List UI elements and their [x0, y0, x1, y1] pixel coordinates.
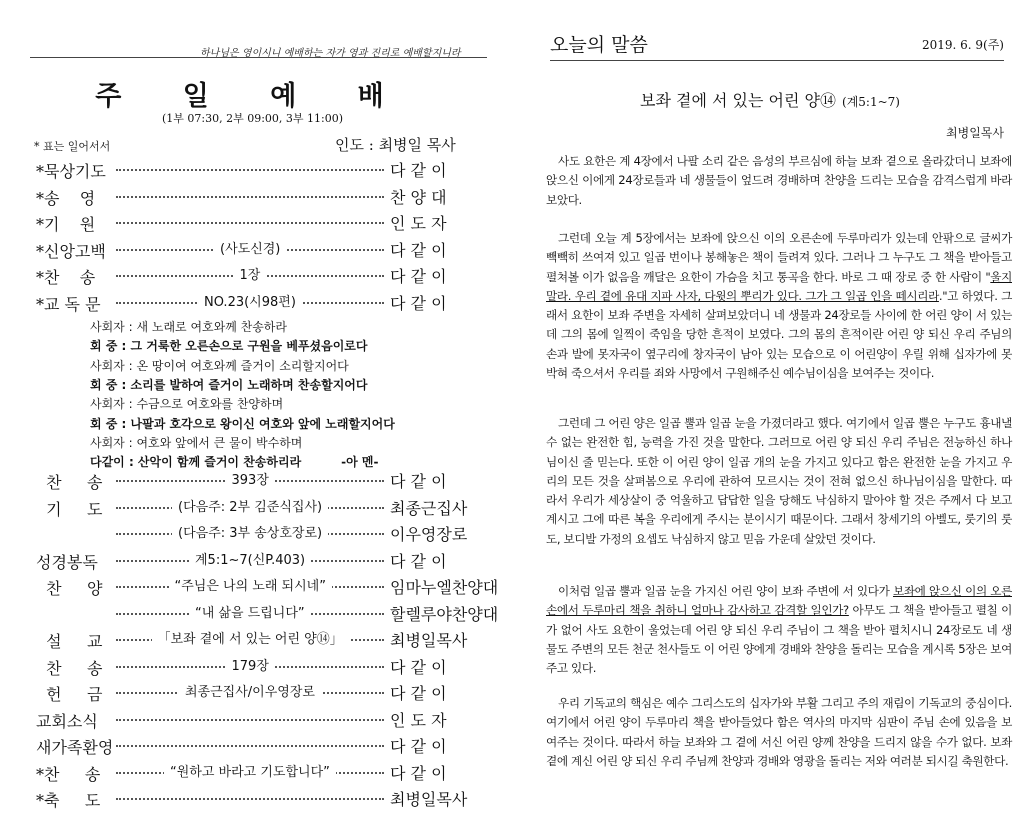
- responsive-line: [90, 434, 302, 451]
- section-header: 오늘의 말씀: [550, 34, 648, 56]
- responsive-line-text: 회 중 : 소리를 발하여 즐거이 노래하며 찬송할지어다: [90, 377, 368, 392]
- paragraph-2: [546, 229, 1012, 383]
- order-item-participant: 인 도 자: [390, 710, 447, 730]
- sermon-reference: (계5:1~7): [842, 95, 900, 109]
- order-item-detail: 「보좌 곁에 서 있는 어린 양⑭」: [152, 628, 349, 647]
- responsive-line: [90, 318, 287, 335]
- paragraph-2-text-a: 그런데 오늘 계 5장에서는 보좌에 앉으신 이의 오른손에 두루마리가 있는데 안팎으로 글씨가 빽빽히 쓰여져 있고 일곱 번이나 봉해놓은 책이 들려져 있다. 그러나 그 누구도 그 책을 받아들고 펼쳐볼 이가 없음을 깨달은 요한이 가슴을 치고 통곡을 한다. 바로 그 때 장로 중 한 사람이 ": [546, 231, 1012, 284]
- order-item-detail: (다음주: 3부 송상호장로): [172, 522, 328, 541]
- top-divider: [30, 57, 487, 58]
- paragraph-4-highlight: 보좌에 앉으신 이의 오른손에서 두루마리 책을 취하니 얼마나 감사하고 감격할 일인가?: [546, 584, 1012, 618]
- sermon-title-text: 보좌 곁에 서 있는 어린 양⑭: [640, 91, 837, 110]
- order-row: [36, 550, 476, 574]
- responsive-line-text: 다같이 : 산악이 함께 즐거이 찬송하리라: [90, 455, 302, 470]
- order-row: [36, 682, 476, 706]
- dotted-leader: [116, 169, 384, 171]
- sermon-page: [520, 0, 1020, 826]
- order-item-participant: 임마누엘찬양대: [390, 578, 499, 597]
- order-item-label: 교회소식: [36, 711, 98, 731]
- sermon-author: 최병일목사: [946, 126, 1004, 140]
- order-item-label: 찬 송: [36, 658, 103, 678]
- responsive-line: [90, 453, 379, 470]
- motto-verse: 하나님은 영이시니 예배하는 자가 영과 진리로 예배할지니라: [200, 48, 461, 59]
- paragraph-1: 사도 요한은 계 4장에서 나팔 소리 같은 음성의 부르심에 하늘 보좌 곁으로 올라갔더니 보좌에 앉으신 이에게 24장로들과 네 생물들이 엎드려 경배하며 찬양을 드리는 모습을 감격스럽게 바라보았다.: [546, 154, 1012, 207]
- order-item-participant: 다 같 이: [390, 267, 447, 286]
- order-item-label: *찬 송: [36, 764, 101, 784]
- order-item-label: 찬 송: [36, 473, 103, 492]
- order-item-detail: 179장: [226, 655, 275, 674]
- order-item-detail: 393장: [226, 469, 275, 488]
- order-item-participant: 다 같 이: [390, 551, 447, 571]
- service-leader: 인도 : 최병일 목사: [335, 136, 456, 154]
- dotted-leader: [116, 719, 384, 721]
- order-item-detail: “주님은 나의 노래 되시네”: [169, 575, 332, 594]
- responsive-line: [90, 357, 349, 374]
- order-row: [36, 762, 476, 786]
- order-item-participant: 최종근집사: [390, 498, 468, 518]
- order-item-participant: 이우영장로: [390, 525, 468, 544]
- order-row: [36, 735, 476, 759]
- order-item-label: *송 영: [36, 188, 96, 208]
- order-item-detail: 최종근집사/이우영장로: [179, 681, 321, 700]
- order-row: [36, 265, 476, 289]
- order-row: [36, 159, 476, 183]
- order-row: [36, 709, 476, 733]
- order-item-participant: 다 같 이: [390, 737, 447, 756]
- service-title: 주 일 예 배: [95, 81, 410, 112]
- order-row: [36, 576, 499, 600]
- paragraph-2-quote: 울지 말라. 우리 곁에 유대 지파 사자, 다윗의 뿌리가 있다. 그가 그 일곱 인을 떼시리라: [546, 269, 1012, 303]
- service-times: (1부 07:30, 2부 09:00, 3부 11:00): [161, 112, 344, 125]
- responsive-line-text: 회 중 : 나팔과 호각으로 왕이신 여호와 앞에 노래할지어다: [90, 416, 395, 431]
- order-row: [36, 788, 476, 812]
- order-item-label: *묵상기도: [36, 162, 106, 181]
- order-item-participant: 다 같 이: [390, 684, 447, 703]
- order-item-participant: 최병일목사: [390, 790, 468, 809]
- order-item-participant: 찬 양 대: [390, 187, 447, 207]
- order-item-participant: 다 같 이: [390, 657, 447, 677]
- order-row: [36, 603, 499, 627]
- order-row: [36, 212, 476, 236]
- order-item-participant: 최병일목사: [390, 631, 468, 650]
- order-item-label: *교 독 문: [36, 294, 101, 314]
- order-item-detail: 1장: [234, 264, 267, 283]
- sermon-title: [520, 88, 1020, 111]
- paragraph-4-text-a: 이처럼 일곱 뿔과 일곱 눈을 가지신 어린 양이 보좌 주변에 서 있다가: [558, 584, 893, 598]
- order-item-label: 새가족환영: [36, 738, 114, 757]
- order-item-participant: 다 같 이: [390, 293, 447, 313]
- bulletin-date: 2019. 6. 9(주): [921, 38, 1004, 52]
- order-item-label: *찬 송: [36, 268, 96, 287]
- responsive-line: [90, 376, 367, 393]
- order-item-participant: 할렐루야찬양대: [390, 604, 499, 624]
- order-item-label: 성경봉독: [36, 552, 98, 572]
- order-item-label: *신앙고백: [36, 241, 106, 261]
- order-item-label: *축 도: [36, 791, 101, 810]
- header-divider: [550, 60, 1004, 61]
- dotted-leader: [116, 798, 384, 800]
- order-item-label: 기 도: [36, 499, 103, 519]
- order-item-detail: (다음주: 2부 김준식집사): [172, 496, 328, 515]
- order-row: [36, 239, 476, 263]
- responsive-line-text: 회 중 : 그 거룩한 오른손으로 구원을 베푸셨음이로다: [90, 339, 368, 354]
- responsive-line-text: 사회자 : 여호와 앞에서 큰 물이 박수하며: [90, 435, 303, 450]
- order-item-participant: 다 같 이: [390, 240, 447, 260]
- paragraph-3: 그런데 그 어린 양은 일곱 뿔과 일곱 눈을 가졌더라고 했다. 여기에서 일곱 뿔은 누구도 흉내낼 수 없는 완전한 힘, 능력을 가진 것을 말한다. 그러므로 어린 양 되신 우리 주님은 전능하신 하나님이신 줄 믿는다. 또한 이 어린 양이 일곱 개의 눈을 가지고 있다고 함은 완전한 눈을 가지고 우리의 모든 것을 살펴봄으로 우리에 관하여 모르시는 것이 전혀 없으신 하나님이심을 말한다. 따라서 우리가 세상살이 중 억울하고 답답한 일을 당해도 낙심하지 말아야 할 것은 주께서 다 보고 계시고 그에 따른 복을 우리에게 주시는 분이시기 때문이다. 그래서 창세기의 아벨도, 룻기의 룻도, 보디발 가정의 요셉도 낙심하지 않고 믿음 가운데 살았던 것이다.: [546, 416, 1012, 546]
- order-item-detail: NO.23(시98편): [198, 291, 302, 310]
- order-item-participant: 다 같 이: [390, 763, 447, 783]
- paragraph-2-text-b: ."고 하였다. 그래서 요한이 보좌 주변을 자세히 살펴보았더니 네 생물과 24장로들 사이에 한 어린 양이 서 있는데 그의 몸에 일찍이 죽임을 당한 흔적이 보였다. 그의 몸의 흔적이란 어린 양 되신 우리 주님의 손과 발에 못자국이 옆구리에 창자국이 남아 있는 모습으로 이 어린양이 우릴 위해 십자가에 못 박혀 죽으셔서 우리를 죄와 사망에서 구원해주신 예수님이심을 보여주는 것이다.: [546, 288, 1012, 381]
- standing-note: * 표는 일어서서: [34, 140, 111, 153]
- order-item-label: 헌 금: [36, 685, 103, 704]
- responsive-line: [90, 337, 367, 354]
- paragraph-4-text-b: 아무도 그 책을 받아들고 펼칠 이가 없어 사도 요한이 울었는데 어린 양 되신 우리 주님이 그 책을 받아 펼치시니 24장로도 네 생물도 주변의 모든 천군 천사들도 이 어린 양에게 경배와 찬양을 돌리는 모습을 계시록 5장은 보여주고 있다.: [546, 603, 1013, 676]
- order-row: [36, 470, 476, 494]
- order-item-label: 찬 양: [36, 579, 103, 598]
- responsive-line-text: 사회자 : 새 노래로 여호와께 찬송하라: [90, 320, 287, 334]
- order-row: [36, 629, 476, 653]
- responsive-line: [90, 395, 283, 412]
- order-row: [36, 497, 476, 521]
- order-item-participant: 인 도 자: [390, 214, 447, 233]
- order-item-detail: 계5:1~7(신P.403): [189, 549, 311, 568]
- order-item-detail: “내 삶을 드립니다”: [189, 602, 311, 621]
- dotted-leader: [116, 745, 384, 747]
- paragraph-5: 우리 기독교의 핵심은 예수 그리스도의 십자가와 부활 그리고 주의 재림이 기독교의 중심이다. 여기에서 어린 양이 두루마리 책을 받아들었다 함은 역사의 마지막 심판이 주님 손에 있음을 보여주는 것이다. 따라서 하늘 보좌와 그 곁에 서신 어린 양께 찬양을 드리지 않을 수가 없다. 보좌 곁에 계신 어린 양 되신 우리 주님께 찬양과 경배와 영광을 돌리는 저와 여러분 되시길 축원한다.: [546, 696, 1012, 768]
- order-row: [36, 186, 476, 210]
- order-row: [36, 656, 476, 680]
- dotted-leader: [116, 222, 384, 224]
- responsive-line-text: 사회자 : 온 땅이여 여호와께 즐거이 소리할지어다: [90, 358, 349, 373]
- order-item-detail: (사도신경): [214, 238, 286, 257]
- amen-text: -아 멘-: [341, 455, 379, 470]
- order-item-label: 설 교: [36, 632, 103, 651]
- order-item-participant: 다 같 이: [390, 161, 447, 180]
- order-row: [36, 292, 476, 316]
- order-item-label: *기 원: [36, 215, 96, 234]
- responsive-line: [90, 415, 395, 432]
- order-of-worship-page: [0, 0, 505, 826]
- dotted-leader: [116, 196, 384, 198]
- responsive-line-text: 사회자 : 수금으로 여호와를 찬양하며: [90, 397, 284, 412]
- order-row: [36, 523, 476, 547]
- order-item-participant: 다 같 이: [390, 472, 447, 491]
- order-item-detail: “원하고 바라고 기도합니다”: [164, 761, 336, 780]
- paragraph-4: [546, 582, 1012, 678]
